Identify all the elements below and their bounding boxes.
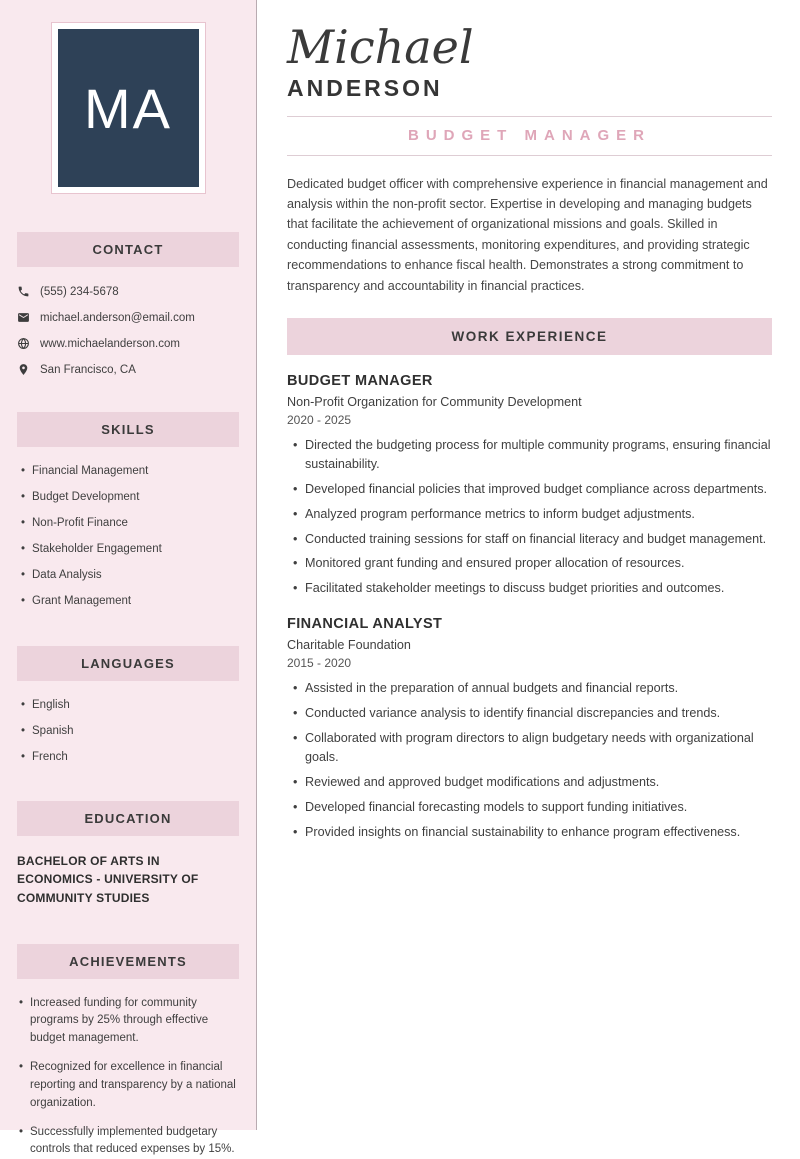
profile-summary: Dedicated budget officer with comprehensive experience in financial management and analysis within the non-profit sector. Expertise in developing and managing budgets that facilitate the achievement of organizational missions and goals. Skilled in conducting financial assessments, monitoring expenditures, and providing strategic recommendations to enhance fiscal health. Demonstrates a strong commitment to transparency and accountability in financial practices. (287, 174, 772, 296)
work-experience-title: WORK EXPERIENCE (451, 329, 607, 344)
job-entry (287, 616, 772, 841)
job-role: FINANCIAL ANALYST (287, 616, 772, 632)
job-bullet: • Conducted training sessions for staff on financial literacy and budget management. (293, 530, 772, 549)
language-item: • English (21, 697, 239, 713)
phone-text: (555) 234-5678 (40, 286, 119, 298)
first-name: Michael (287, 22, 772, 73)
job-title-block (287, 116, 772, 156)
job-dates: 2015 - 2020 (287, 656, 772, 670)
job-role: BUDGET MANAGER (287, 373, 772, 389)
languages-section-title: LANGUAGES (81, 656, 175, 671)
job-bullet: • Facilitated stakeholder meetings to discuss budget priorities and outcomes. (293, 579, 772, 598)
phone-icon (17, 285, 30, 298)
languages-list (17, 697, 239, 765)
job-bullet: • Assisted in the preparation of annual budgets and financial reports. (293, 679, 772, 698)
main-content (257, 0, 800, 1130)
location-text: San Francisco, CA (40, 364, 136, 376)
contact-location (17, 363, 239, 376)
globe-icon (17, 337, 30, 350)
job-bullet: • Developed financial forecasting models to support funding initiatives. (293, 798, 772, 817)
job-company: Charitable Foundation (287, 638, 772, 652)
job-bullet: • Provided insights on financial sustainability to enhance program effectiveness. (293, 823, 772, 842)
job-company: Non-Profit Organization for Community Development (287, 395, 772, 409)
skills-list (17, 463, 239, 610)
sidebar (0, 0, 257, 1130)
education-degree: BACHELOR OF ARTS IN ECONOMICS - UNIVERSITY OF COMMUNITY STUDIES (17, 852, 239, 908)
languages-section-header (17, 646, 239, 681)
achievements-section-header (17, 944, 239, 979)
skill-item: • Non-Profit Finance (21, 515, 239, 531)
initials-text: MA (84, 76, 172, 141)
location-icon (17, 363, 30, 376)
language-item: • French (21, 749, 239, 765)
job-bullet: • Developed financial policies that improved budget compliance across departments. (293, 480, 772, 499)
skill-item: • Financial Management (21, 463, 239, 479)
contact-email (17, 311, 239, 324)
job-dates: 2020 - 2025 (287, 413, 772, 427)
email-icon (17, 311, 30, 324)
skills-section-header (17, 412, 239, 447)
work-experience-header (287, 318, 772, 355)
job-entry (287, 373, 772, 598)
initials-avatar (58, 29, 199, 187)
job-bullet: • Monitored grant funding and ensured proper allocation of resources. (293, 554, 772, 573)
achievement-item: • Successfully implemented budgetary controls that reduced expenses by 15%. (19, 1124, 239, 1159)
skill-item: • Grant Management (21, 593, 239, 609)
achievements-section-title: ACHIEVEMENTS (69, 954, 187, 969)
skills-section-title: SKILLS (101, 422, 154, 437)
achievement-item: • Recognized for excellence in financial reporting and transparency by a national organization. (19, 1059, 239, 1112)
job-bullet: • Collaborated with program directors to align budgetary needs with organizational goals. (293, 729, 772, 767)
contact-list (17, 285, 239, 376)
contact-section-header (17, 232, 239, 267)
website-text: www.michaelanderson.com (40, 338, 180, 350)
profile-photo-frame (51, 22, 206, 194)
job-bullet: • Conducted variance analysis to identify financial discrepancies and trends. (293, 704, 772, 723)
job-bullet: • Directed the budgeting process for multiple community programs, ensuring financial sustainability. (293, 436, 772, 474)
language-item: • Spanish (21, 723, 239, 739)
last-name: ANDERSON (287, 75, 772, 102)
skill-item: • Stakeholder Engagement (21, 541, 239, 557)
contact-website (17, 337, 239, 350)
job-bullets (287, 436, 772, 598)
contact-section-title: CONTACT (93, 242, 164, 257)
achievements-list (17, 995, 239, 1159)
job-title: BUDGET MANAGER (408, 127, 651, 144)
email-text: michael.anderson@email.com (40, 312, 195, 324)
job-bullet: • Reviewed and approved budget modifications and adjustments. (293, 773, 772, 792)
education-section-header (17, 801, 239, 836)
job-bullets (287, 679, 772, 841)
job-bullet: • Analyzed program performance metrics to inform budget adjustments. (293, 505, 772, 524)
education-section-title: EDUCATION (84, 811, 171, 826)
skill-item: • Data Analysis (21, 567, 239, 583)
skill-item: • Budget Development (21, 489, 239, 505)
achievement-item: • Increased funding for community programs by 25% through effective budget management. (19, 995, 239, 1048)
contact-phone (17, 285, 239, 298)
